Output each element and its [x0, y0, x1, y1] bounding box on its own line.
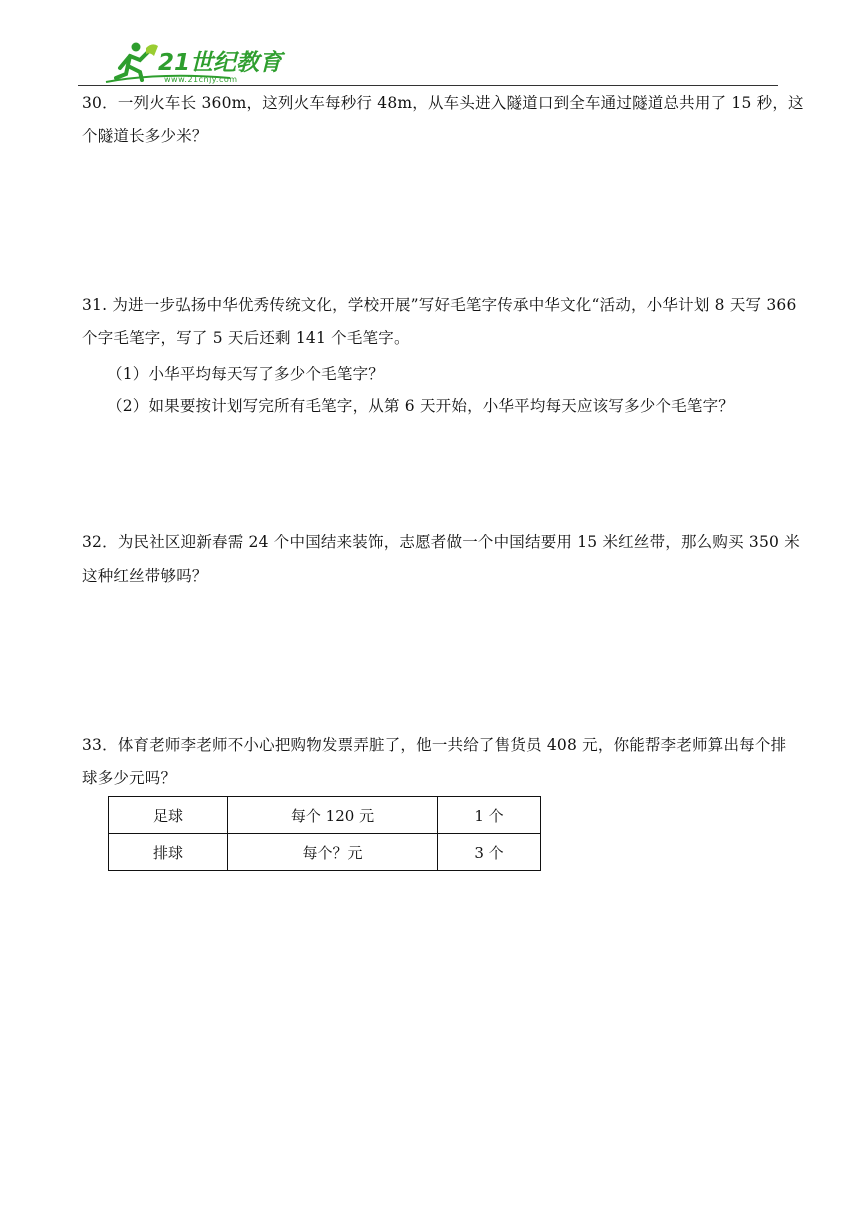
question-33-line-2: 球多少元吗？	[82, 769, 177, 787]
question-31-sub-2: （2）如果要按计划写完所有毛笔字，从第 6 天开始，小华平均每天应该写多少个毛笔字？	[107, 397, 734, 415]
table-cell-price: 每个 120 元	[228, 797, 438, 834]
table-row	[109, 797, 541, 834]
question-31-sub-1: （1）小华平均每天写了多少个毛笔字？	[107, 365, 384, 383]
question-30-line-2: 个隧道长多少米？	[82, 127, 208, 145]
question-32-line-2: 这种红丝带够吗？	[82, 567, 208, 585]
logo-icon	[100, 38, 300, 86]
question-33-line-1: 33．体育老师李老师不小心把购物发票弄脏了，他一共给了售货员 408 元，你能帮李老师算出每个排	[82, 736, 787, 754]
table-cell-item: 足球	[109, 797, 228, 834]
question-30-line-1: 30．一列火车长 360m，这列火车每秒行 48m，从车头进入隧道口到全车通过隧道总共用了 15 秒，这	[82, 94, 804, 112]
logo-url-text: www.21cnjy.com	[164, 75, 238, 84]
question-31-line-2: 个字毛笔字，写了 5 天后还剩 141 个毛笔字。	[82, 329, 410, 347]
header-divider	[78, 85, 778, 86]
logo-text: 21世纪教育	[158, 50, 283, 76]
table-cell-item: 排球	[109, 834, 228, 871]
invoice-table	[108, 796, 541, 871]
question-32-line-1: 32．为民社区迎新春需 24 个中国结来装饰，志愿者做一个中国结要用 15 米红丝带，那么购买 350 米	[82, 533, 800, 551]
table-cell-quantity: 3 个	[438, 834, 541, 871]
table-cell-quantity: 1 个	[438, 797, 541, 834]
page-header	[100, 38, 300, 86]
question-31-line-1: 31. 为进一步弘扬中华优秀传统文化，学校开展”写好毛笔字传承中华文化“活动，小华计划 8 天写 366	[82, 296, 797, 314]
table-cell-price: 每个？元	[228, 834, 438, 871]
table-row	[109, 834, 541, 871]
